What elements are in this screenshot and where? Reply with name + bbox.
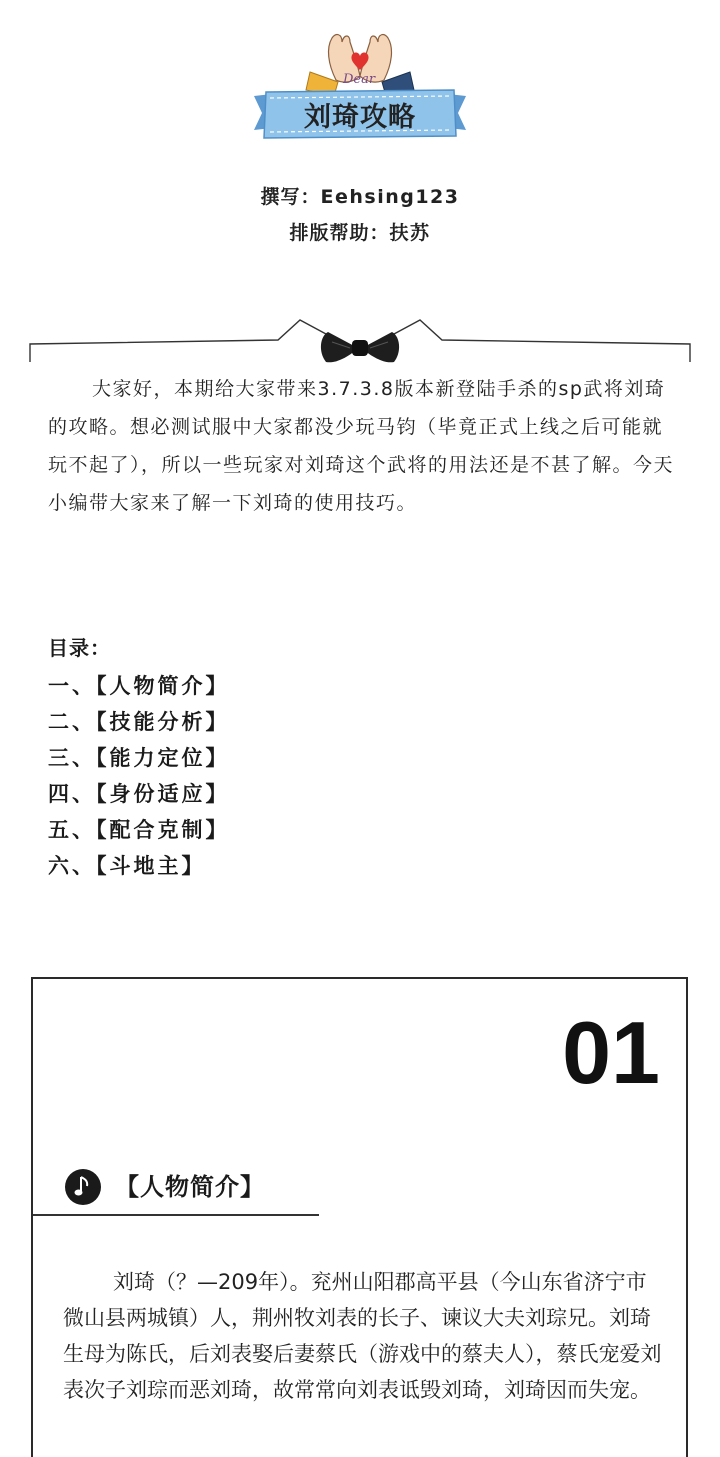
section-heading: 【人物简介】	[115, 1173, 265, 1201]
toc-item: 三、【能力定位】	[48, 746, 230, 770]
layout-credit	[0, 218, 720, 244]
section-card	[31, 977, 688, 1457]
toc-title: 目录：	[48, 636, 111, 660]
toc-item: 四、【身份适应】	[48, 782, 230, 806]
section-divider	[33, 1214, 319, 1216]
intro-paragraph: 大家好，本期给大家带来3.7.3.8版本新登陆手杀的sp武将刘琦的攻略。想必测试服中大家都没少玩马钧（毕竟正式上线之后可能就玩不起了），所以一些玩家对刘琦这个武将的用法还是不甚了解。今天小编带大家来了解一下刘琦的使用技巧。	[48, 378, 675, 514]
section-body-paragraph: 刘琦（？—209年）。兖州山阳郡高平县（今山东省济宁市微山县两城镇）人，荆州牧刘表的长子、谏议大夫刘琮兄。刘琦生母为陈氏，后刘表娶后妻蔡氏（游戏中的蔡夫人），蔡氏宠爱刘表次子刘琮而恶刘琦，故常常向刘表诋毁刘琦，刘琦因而失宠。	[63, 1270, 662, 1402]
toc-item: 六、【斗地主】	[48, 854, 206, 878]
logo-script-text: Dear	[342, 72, 376, 87]
table-of-contents	[48, 628, 448, 884]
page-title: 刘琦攻略	[304, 101, 416, 133]
author-credit	[0, 182, 720, 208]
section-number: 01	[562, 1003, 660, 1102]
author-label: 撰写：	[260, 186, 321, 208]
layout-label: 排版帮助：	[289, 222, 390, 244]
toc-item: 五、【配合克制】	[48, 818, 230, 842]
bowtie-icon	[321, 332, 399, 362]
toc-item: 一、【人物简介】	[48, 674, 230, 698]
toc-item: 二、【技能分析】	[48, 710, 230, 734]
music-note-icon	[65, 1169, 101, 1205]
author-name: Eehsing123	[320, 186, 460, 208]
bowtie-divider	[28, 312, 692, 374]
layout-helper-name: 扶苏	[389, 222, 431, 244]
